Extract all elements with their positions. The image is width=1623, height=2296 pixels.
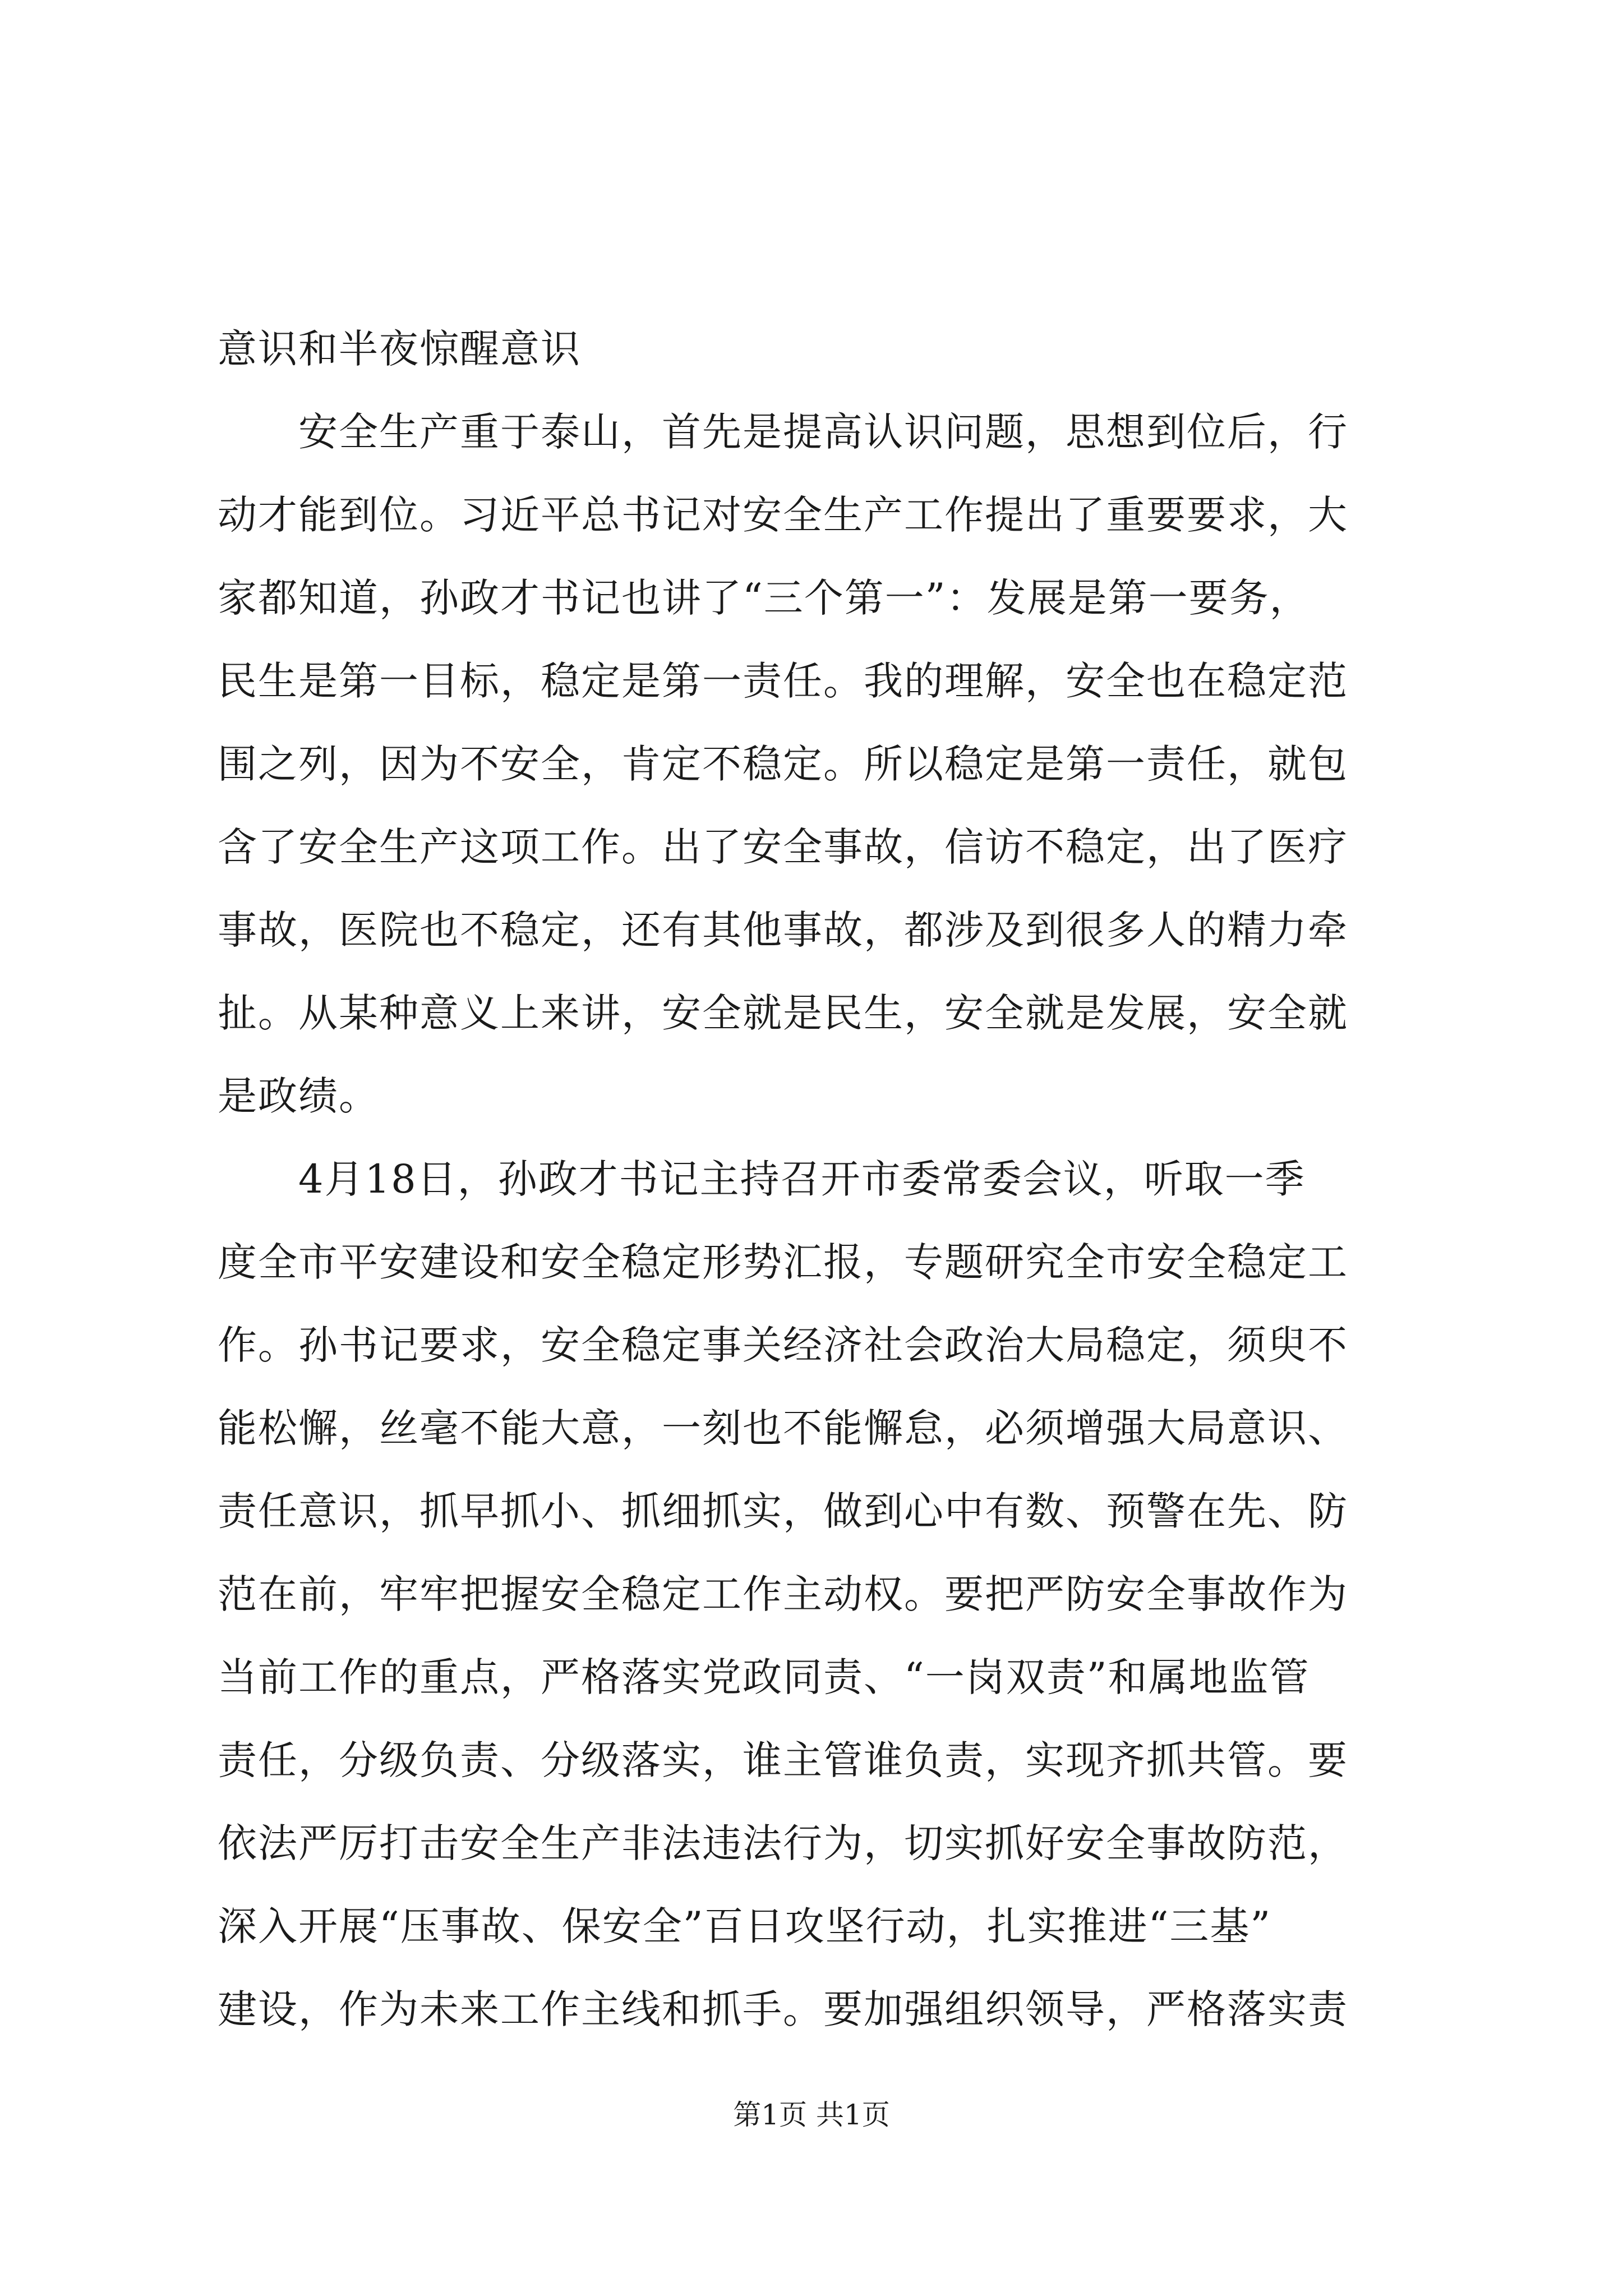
text-line: 责任，分级负责、分级落实，谁主管谁负责，实现齐抓共管。要: [218, 1737, 1348, 1783]
document-body: [218, 307, 1424, 2051]
text-line: 依法严厉打击安全生产非法违法行为，切实抓好安全事故防范，: [218, 1820, 1348, 1866]
text-line: 深入开展“压事故、保安全”百日攻坚行动，扎实推进“三基”: [218, 1903, 1272, 1949]
text-line: 家都知道，孙政才书记也讲了“三个第一”：发展是第一要务，: [218, 575, 1310, 621]
text-line: 作。孙书记要求，安全稳定事关经济社会政治大局稳定，须臾不: [218, 1322, 1348, 1368]
text-line: 含了安全生产这项工作。出了安全事故，信访不稳定，出了医疗: [218, 824, 1348, 870]
text-line: 是政绩。: [218, 1073, 379, 1119]
text-line: 围之列，因为不安全，肯定不稳定。所以稳定是第一责任，就包: [218, 741, 1348, 787]
text-line: 意识和半夜惊醒意识: [218, 326, 581, 372]
text-line: 安全生产重于泰山，首先是提高认识问题，思想到位后，行: [218, 409, 1348, 455]
text-line: 扯。从某种意义上来讲，安全就是民生，安全就是发展，安全就: [218, 990, 1348, 1036]
text-line: 责任意识，抓早抓小、抓细抓实，做到心中有数、预警在先、防: [218, 1488, 1348, 1534]
text-line: 动才能到位。习近平总书记对安全生产工作提出了重要要求，大: [218, 492, 1348, 538]
text-line: 当前工作的重点，严格落实党政同责、“一岗双责”和属地监管: [218, 1654, 1310, 1700]
page-footer: 第1页 共1页: [733, 2099, 890, 2131]
text-line: 能松懈，丝毫不能大意，一刻也不能懈怠，必须增强大局意识、: [218, 1405, 1348, 1451]
text-line: 事故，医院也不稳定，还有其他事故，都涉及到很多人的精力牵: [218, 907, 1348, 953]
text-line: 度全市平安建设和安全稳定形势汇报，专题研究全市安全稳定工: [218, 1239, 1348, 1285]
text-line: 4月18日，孙政才书记主持召开市委常委会议，听取一季: [218, 1156, 1306, 1202]
text-line: 范在前，牢牢把握安全稳定工作主动权。要把严防安全事故作为: [218, 1571, 1348, 1617]
text-line: 民生是第一目标，稳定是第一责任。我的理解，安全也在稳定范: [218, 658, 1348, 704]
text-line: 建设，作为未来工作主线和抓手。要加强组织领导，严格落实责: [218, 1986, 1348, 2032]
